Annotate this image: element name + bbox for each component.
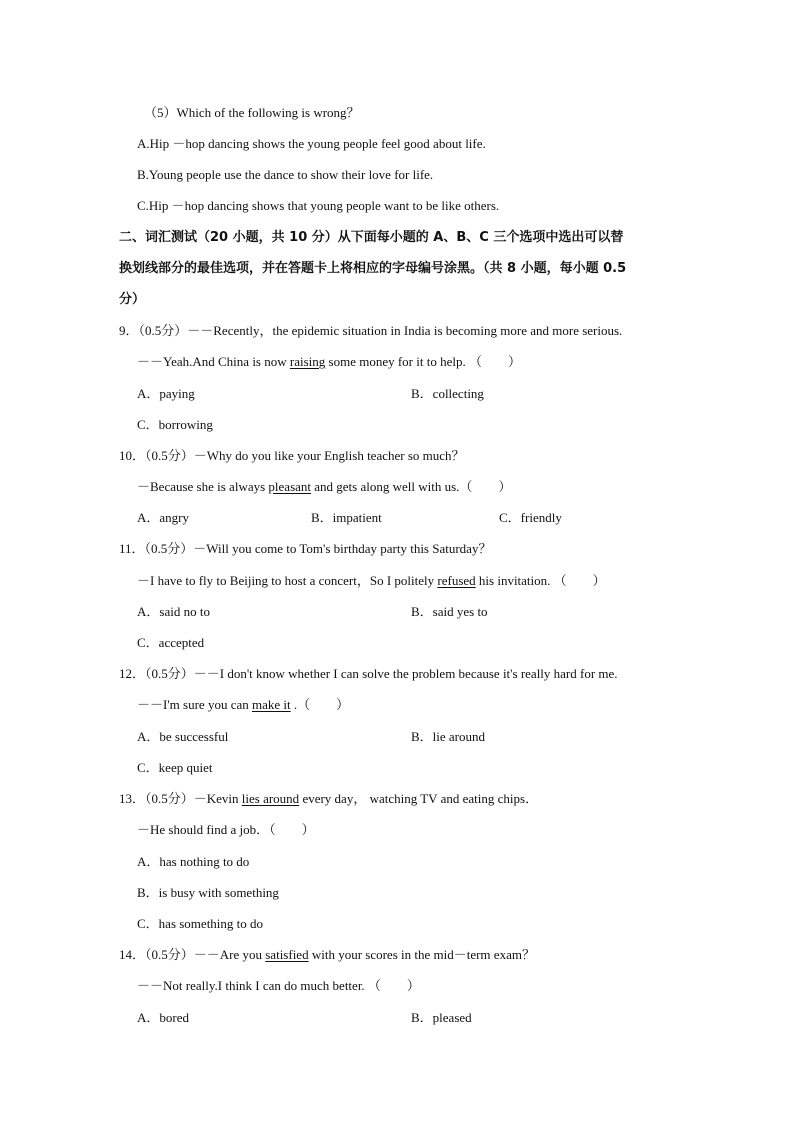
q13-underlined-phrase: lies around xyxy=(241,791,300,806)
q9-option-b: B．collecting xyxy=(411,386,484,401)
q14-stem-pre: 14．（0.5分）－－Are you xyxy=(119,947,266,962)
q13-option-a: A．has nothing to do xyxy=(137,854,250,869)
q9-reply-post: some money for it to help. （ ） xyxy=(325,354,521,369)
q10-option-a: A．angry xyxy=(137,510,189,525)
q10-option-b: B．impatient xyxy=(311,510,382,525)
q12-reply-pre: －－I'm sure you can xyxy=(137,697,252,712)
q9-reply-pre: －－Yeah.And China is now xyxy=(137,354,290,369)
q10-stem: 10．（0.5分）－Why do you like your English teacher so much？ xyxy=(119,448,465,463)
q14-underlined-word: satisfied xyxy=(265,947,309,962)
q11-reply-post: his invitation. （ ） xyxy=(475,573,606,588)
section2-heading-line1: 二、词汇测试（20 小题，共 10 分）从下面每小题的 A、B、C 三个选项中选出可以替 xyxy=(119,230,624,245)
section2-heading-line3: 分） xyxy=(119,292,146,307)
q14-stem xyxy=(119,947,535,963)
section2-heading-line2: 换划线部分的最佳选项，并在答题卡上将相应的字母编号涂黑。（共 8 小题，每小题 0.5 xyxy=(119,261,627,276)
q14-option-a: A．bored xyxy=(137,1010,189,1025)
q12-underlined-word: make it xyxy=(251,697,291,712)
q11-stem: 11．（0.5分）－Will you come to Tom's birthday party this Saturday？ xyxy=(119,541,492,556)
q13-option-b: B．is busy with something xyxy=(137,885,279,900)
q10-reply-pre: －Because she is always xyxy=(137,479,269,494)
q11-option-c: C．accepted xyxy=(137,635,205,650)
q12-option-c: C．keep quiet xyxy=(137,760,213,775)
q5-stem: （5）Which of the following is wrong？ xyxy=(144,105,360,120)
q5-option-a: A.Hip －hop dancing shows the young people feel good about life. xyxy=(137,136,486,151)
q12-option-b: B．lie around xyxy=(411,729,486,744)
q5-option-b: B.Young people use the dance to show their love for life. xyxy=(137,167,434,182)
q5-option-c: C.Hip －hop dancing shows that young people want to be like others. xyxy=(137,198,500,213)
q12-reply-post: .（ ） xyxy=(290,697,350,712)
q12-reply xyxy=(137,697,349,713)
q13-reply: －He should find a job．（ ） xyxy=(137,822,315,837)
q13-stem-post: every day， watching TV and eating chips． xyxy=(299,791,539,806)
q14-stem-post: with your scores in the mid－term exam？ xyxy=(308,947,535,962)
q13-stem xyxy=(119,791,538,807)
q11-option-b: B．said yes to xyxy=(411,604,488,619)
q11-reply-pre: －I have to fly to Beijing to host a concert，So I politely xyxy=(137,573,438,588)
q9-underlined-word: raising xyxy=(289,354,326,369)
q13-stem-pre: 13．（0.5分）－Kevin xyxy=(119,791,242,806)
q11-reply xyxy=(137,573,606,589)
q11-option-a: A．said no to xyxy=(137,604,210,619)
q10-option-c: C．friendly xyxy=(499,510,562,525)
q11-underlined-word: refused xyxy=(437,573,476,588)
q14-reply: －－Not really.I think I can do much better. （ ） xyxy=(137,978,420,993)
q12-option-a: A．be successful xyxy=(137,729,229,744)
q9-stem: 9．（0.5分）－－Recently，the epidemic situation in India is becoming more and more serious. xyxy=(119,323,623,338)
q10-reply xyxy=(137,479,511,495)
q10-underlined-word: pleasant xyxy=(268,479,312,494)
q9-option-c: C．borrowing xyxy=(137,417,213,432)
q14-option-b: B．pleased xyxy=(411,1010,472,1025)
q12-stem: 12．（0.5分）－－I don't know whether I can solve the problem because it's really hard for me. xyxy=(119,666,618,681)
q13-option-c: C．has something to do xyxy=(137,916,264,931)
q9-reply xyxy=(137,354,521,370)
q9-option-a: A．paying xyxy=(137,386,195,401)
q10-reply-post: and gets along well with us.（ ） xyxy=(311,479,512,494)
